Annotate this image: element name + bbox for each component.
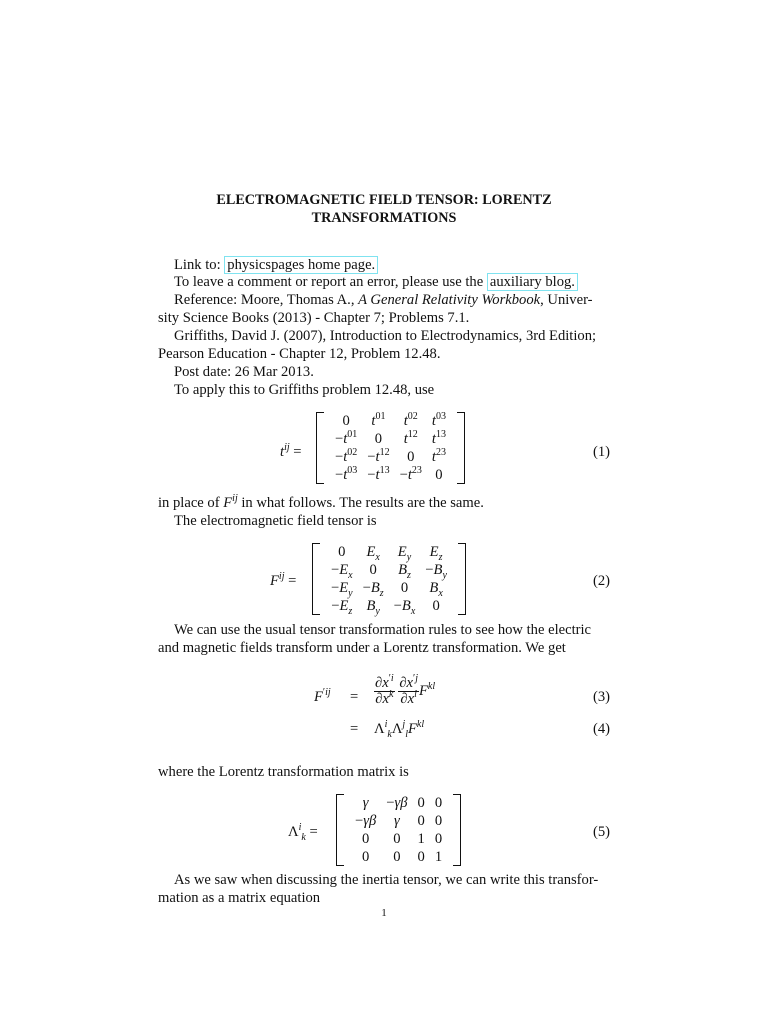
link-line (174, 256, 626, 274)
auxiliary-blog-link[interactable]: auxiliary blog. (487, 273, 578, 291)
eq4-rhs: $\Lambda^i_k\Lambda^j_lF^{kl}$ (374, 719, 425, 740)
reference-2-line2: Pearson Education - Chapter 12, Problem 12.48. (158, 346, 441, 362)
home-page-link[interactable]: physicspages home page. (224, 256, 378, 274)
apply-text: To apply this to Griffiths problem 12.48, use (174, 382, 435, 398)
eq5-lhs: $\Lambda^i_k$ = (288, 822, 318, 843)
paper-title-line2: TRANSFORMATIONS (311, 210, 457, 226)
eq5-number: (5) (592, 824, 610, 840)
eq2-lhs: $F^{ij}$ = (270, 571, 297, 589)
eq5-matrix: γ −γβ 0 0 −γβ γ 0 0 0 0 1 0 0 0 0 1 (336, 794, 461, 866)
eq1-number: (1) (592, 444, 610, 460)
usual-line1: We can use the usual tensor transformation rules to see how the electric (174, 622, 592, 638)
eq3-lhs: $F^{'ij}$ (314, 687, 331, 705)
as-line2: mation as a matrix equation (158, 890, 321, 906)
eq2-matrix: 0 $E_x$ $E_y$ $E_z$ $-E_x$ 0 $B_z$ $-B_y$ $-E_y$ $-B_z$ 0 $B_x$ $-E_z$ $B_y$ $-B_x$ 0 (312, 543, 466, 615)
ref1-prefix: Reference: Moore, Thomas A., (174, 292, 359, 308)
in-place-a: in place of (158, 495, 224, 511)
comment-prefix: To leave a comment or report an error, please use the (174, 274, 487, 290)
eq1-lhs: $t^{ij}$ = (280, 442, 302, 460)
ref1-suffix: , Univer- (540, 292, 593, 308)
comment-line (174, 273, 626, 291)
eq2-number: (2) (592, 573, 610, 589)
eq3-rhs: $\frac{\partial x^{'i}}{\partial x^k}$ $\frac{\partial x^{'j}}{\partial x^l}$ $F^{kl}$ (375, 673, 436, 707)
as-line1: As we saw when discussing the inertia tensor, we can write this transfor- (174, 872, 599, 888)
usual-line2: and magnetic fields transform under a Lorentz transformation. We get (158, 640, 566, 656)
eq3-equals: = (350, 689, 359, 705)
where-text: where the Lorentz transformation matrix is (158, 764, 409, 780)
paper-title-line1: ELECTROMAGNETIC FIELD TENSOR: LORENTZ (216, 192, 552, 208)
reference-1-line1 (174, 291, 626, 309)
ref1-book-title: A General Relativity Workbook (358, 292, 541, 308)
in-place-text: in place of $F^{ij}$ in what follows. The results are the same. (158, 493, 484, 511)
eq1-matrix: 0 $t^{01}$ $t^{02}$ $t^{03}$ $-t^{01}$ 0 $t^{12}$ $t^{13}$ $-t^{02}$ $-t^{12}$ 0 $t^{23}$ $-t^{03}$ $-t^{13}$ $-t^{23}$ 0 (316, 412, 465, 484)
post-date: Post date: 26 Mar 2013. (174, 364, 314, 380)
reference-1-line2: sity Science Books (2013) - Chapter 7; Problems 7.1. (158, 310, 470, 326)
eq3-number: (3) (592, 689, 610, 705)
link-prefix: Link to: (174, 257, 225, 273)
page-number: 1 (381, 907, 387, 919)
eq4-number: (4) (592, 721, 610, 737)
eq4-equals: = (350, 721, 359, 737)
tensor-intro: The electromagnetic field tensor is (174, 513, 377, 529)
in-place-b: in what follows. The results are the same. (237, 495, 484, 511)
reference-2-line1: Griffiths, David J. (2007), Introduction to Electrodynamics, 3rd Edition; (174, 328, 597, 344)
